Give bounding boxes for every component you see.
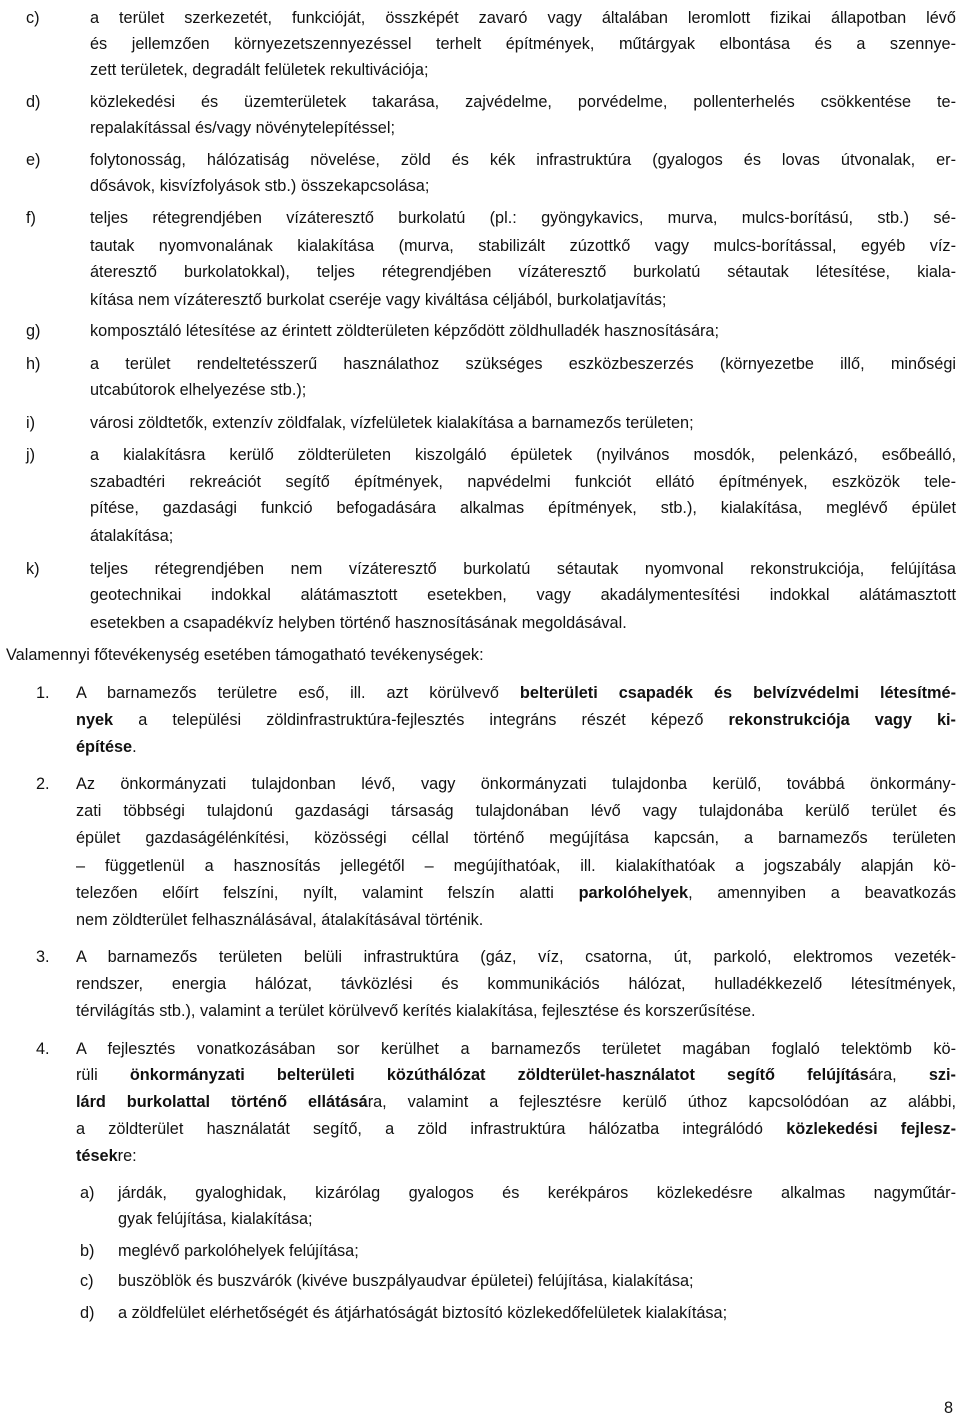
sub-item-text-line: buszöblök és buszvárók (kivéve buszpályaudvar épületei) felújítása, kialakítása;	[118, 1272, 694, 1290]
bold-text: nyek	[76, 711, 114, 729]
text-run: A fejlesztés vonatkozásában sor kerülhet a barnamezős területet magában foglaló telektömb kö-	[76, 1040, 956, 1058]
bold-text: tések	[76, 1147, 118, 1165]
text-run: Az önkormányzati tulajdonban lévő, vagy önkormányzati tulajdonba kerülő, továbbá önkormány-	[76, 775, 956, 793]
list-item-text-line: kítása nem vízáteresztő burkolat cseréje vagy kiváltása céljából, burkolatjavítás;	[90, 291, 667, 309]
text-run: térvilágítás stb.), valamint a terület körülvevő kerítés kialakítása, fejlesztése és korszerűsítése.	[76, 1002, 756, 1020]
list-item-text-line: a terület szerkezetét, funkcióját, összképét zavaró vagy általában leromlott fizikai állapotban lévő	[90, 9, 956, 27]
numbered-item-text-line	[76, 1001, 756, 1021]
list-item-text-line: zett területek, degradált felületek rekultivációja;	[90, 61, 429, 79]
numbered-item-text-line	[76, 856, 956, 876]
list-item-text-line: a kialakításra kerülő zöldterületen kiszolgáló épületek (nyilvános mosdók, pelenkázó, esőbeálló,	[90, 446, 956, 464]
list-item-label: f)	[26, 209, 36, 227]
list-item-text-line: repalakítással és/vagy növénytelepítéssel;	[90, 119, 395, 137]
list-item-text-line: geotechnikai indokkal alátámasztott esetekben, vagy akadálymentesítési indokkal alátámasztott	[90, 586, 956, 604]
bold-text: parkolóhelyek	[578, 884, 689, 902]
numbered-item-label: 1.	[36, 684, 50, 702]
numbered-item-text-line	[76, 710, 956, 730]
text-run: re:	[117, 1147, 137, 1165]
list-item-text-line: átalakítása;	[90, 527, 174, 545]
bold-text: önkormányzati belterületi közúthálózat zöldterület-használatot segítő felújítás	[129, 1066, 869, 1084]
numbered-item-text-line	[76, 947, 956, 967]
numbered-item-text-line	[76, 683, 956, 703]
text-run: – függetlenül a hasznosítás jellegétől – megújíthatóak, ill. kialakíthatóak a jogszabály alapján kö-	[76, 857, 956, 875]
list-item-text-line: pítése, gazdasági funkció befogadására alkalmas építmények, stb.), kialakítása, meglévő épület	[90, 499, 956, 517]
list-item-text-line: tautak nyomvonalának kialakítása (murva, stabilizált zúzottkő vagy mulcs-borítással, egyéb víz-	[90, 237, 956, 255]
sub-item-label: c)	[80, 1272, 94, 1290]
list-item-text-line: esetekben a csapadékvíz helyben történő hasznosításának megoldásával.	[90, 614, 627, 632]
sub-item-text-line: a zöldfelület elérhetőségét és átjárhatóságát biztosító közlekedőfelületek kialakítása;	[118, 1304, 728, 1322]
list-item-text-line: folytonosság, hálózatiság növelése, zöld és kék infrastruktúra (gyalogos és lovas útvonalak, er-	[90, 151, 956, 169]
page-number: 8	[944, 1399, 954, 1417]
numbered-item-text-line	[76, 974, 956, 994]
numbered-item-text-line	[76, 1119, 956, 1139]
list-item-text-line: szabadtéri rekreációt segítő építmények, napvédelmi funkciót ellátó építmények, eszközök tele-	[90, 473, 956, 491]
list-item-label: e)	[26, 151, 41, 169]
text-run: ára,	[868, 1066, 929, 1084]
text-run: nem zöldterület felhasználásával, átalakításával történik.	[76, 911, 484, 929]
text-run: rüli	[76, 1066, 130, 1084]
list-item-label: d)	[26, 93, 41, 111]
numbered-item-text-line	[76, 737, 137, 757]
bold-text: belterületi csapadék és belvízvédelmi létesítmé-	[519, 684, 956, 702]
list-item-label: c)	[26, 9, 40, 27]
numbered-item-text-line	[76, 774, 956, 794]
text-run: rendszer, energia hálózat, távközlési és kommunikációs hálózat, hulladékkezelő létesítmények,	[76, 975, 956, 993]
text-run: épület gazdaságélénkítési, közösségi céllal történő megújítása kapcsán, a barnamezős területen	[76, 829, 956, 847]
bold-text: építése	[76, 738, 133, 756]
list-item-label: k)	[26, 560, 40, 578]
numbered-item-text-line	[76, 828, 956, 848]
list-item-text-line: komposztáló létesítése az érintett zöldterületen képződött zöldhulladék hasznosítására;	[90, 322, 720, 340]
numbered-item-text-line	[76, 1065, 956, 1085]
text-run: a települési zöldinfrastruktúra-fejlesztés integráns részét képező	[113, 711, 729, 729]
bold-text: szi-	[928, 1066, 956, 1084]
list-item-text-line: teljes rétegrendjében nem vízáteresztő burkolatú sétautak nyomvonal rekonstrukciója, felújítása	[90, 560, 956, 578]
text-run: A barnamezős területre eső, ill. azt körülvevő	[76, 684, 520, 702]
list-item-text-line: és jellemzően környezetszennyezéssel terhelt építmények, műtárgyak elbontása és a szennye-	[90, 35, 956, 53]
text-run: zati többségi tulajdonú gazdasági társaság tulajdonában lévő vagy tulajdonába kerülő terület és	[76, 802, 956, 820]
list-item-label: i)	[26, 414, 36, 432]
list-item-text-line: közlekedési és üzemterületek takarása, zajvédelme, porvédelme, pollenterhelés csökkentése te-	[90, 93, 956, 111]
list-item-text-line: teljes rétegrendjében vízáteresztő burkolatú (pl.: gyöngykavics, murva, mulcs-borítású, stb.) sé-	[90, 209, 956, 227]
numbered-item-text-line	[76, 801, 956, 821]
text-run: telezően előírt felszíni, nyílt, valamint felszín alatti	[76, 884, 579, 902]
list-item-label: j)	[26, 446, 36, 464]
sub-item-text-line: gyak felújítása, kialakítása;	[118, 1210, 313, 1228]
list-item-text-line: a terület rendeltetésszerű használathoz szükséges eszközbeszerzés (környezetbe illő, minőségi	[90, 355, 956, 373]
numbered-item-label: 2.	[36, 775, 50, 793]
bold-text: közlekedési fejlesz-	[786, 1120, 956, 1138]
numbered-item-text-line	[76, 910, 483, 930]
sub-item-text-line: járdák, gyaloghidak, kizárólag gyalogos és kerékpáros közlekedésre alkalmas nagyműtár-	[118, 1184, 956, 1202]
numbered-item-text-line	[76, 1146, 137, 1166]
text-run: a zöldterület használatát segítő, a zöld infrastruktúra hálózatba integrálódó	[76, 1120, 787, 1138]
list-item-label: g)	[26, 322, 41, 340]
bold-text: lárd burkolattal történő ellátásá	[76, 1093, 368, 1111]
list-item-text-line: városi zöldtetők, extenzív zöldfalak, vízfelületek kialakítása a barnamezős területen;	[90, 414, 694, 432]
bold-text: rekonstrukciója vagy ki-	[728, 711, 956, 729]
sub-item-text-line: meglévő parkolóhelyek felújítása;	[118, 1242, 359, 1260]
text-run: A barnamezős területen belüli infrastruktúra (gáz, víz, csatorna, út, parkoló, elektromos vezeték-	[76, 948, 956, 966]
sub-item-label: a)	[80, 1184, 95, 1202]
text-run: .	[132, 738, 137, 756]
text-run: , amennyiben a beavatkozás	[688, 884, 956, 902]
list-item-text-line: áteresztő burkolatokkal), teljes rétegrendjében vízáteresztő burkolatú sétautak létesítése, kiala-	[90, 263, 956, 281]
numbered-item-text-line	[76, 883, 956, 903]
numbered-item-text-line	[76, 1092, 956, 1112]
numbered-item-label: 4.	[36, 1040, 50, 1058]
numbered-item-text-line	[76, 1039, 956, 1059]
sub-item-label: d)	[80, 1304, 95, 1322]
list-item-text-line: utcabútorok elhelyezése stb.);	[90, 381, 307, 399]
list-item-text-line: dősávok, kisvízfolyások stb.) összekapcsolása;	[90, 177, 430, 195]
numbered-item-label: 3.	[36, 948, 50, 966]
section-heading: Valamennyi főtevékenység esetében támogatható tevékenységek:	[6, 646, 484, 664]
list-item-label: h)	[26, 355, 41, 373]
sub-item-label: b)	[80, 1242, 95, 1260]
text-run: ra, valamint a fejlesztésre kerülő úthoz kapcsolódóan az alábbi,	[367, 1093, 956, 1111]
